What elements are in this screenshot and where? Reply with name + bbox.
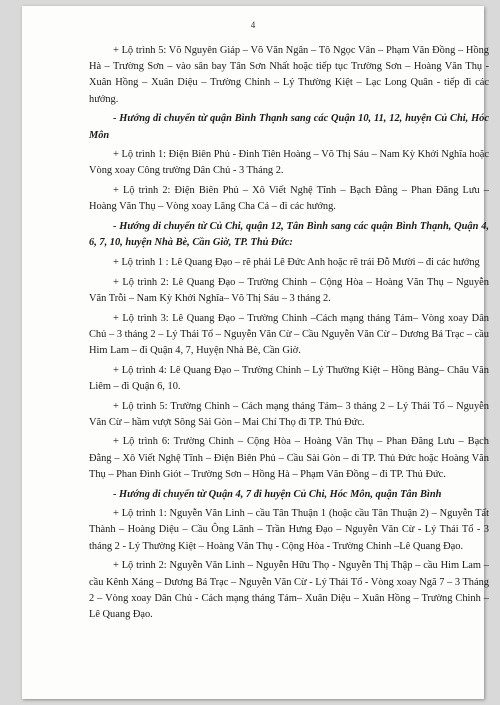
route-paragraph: + Lộ trình 2: Điện Biên Phủ – Xô Viết Nghệ Tĩnh – Bạch Đằng – Phan Đăng Lưu – Hoàng Văn Thụ – Vòng xoay Lăng Cha Cả – đi các hướng. bbox=[89, 185, 489, 213]
section-heading: - Hướng di chuyển từ Quận 4, 7 đi huyện Củ Chi, Hóc Môn, quận Tân Bình bbox=[113, 488, 442, 500]
route-paragraph: + Lộ trình 5: Trường Chinh – Cách mạng tháng Tám– 3 tháng 2 – Lý Thái Tổ – Nguyễn Văn Cừ – hầm vượt Sông Sài Gòn – Mai Chí Thọ đi TP. Thủ Đức. bbox=[89, 400, 489, 428]
route-paragraph: + Lộ trình 4: Lê Quang Đạo – Trường Chinh – Lý Thường Kiệt – Hồng Bàng– Châu Văn Liêm – đi Quận 6, 10. bbox=[89, 364, 489, 392]
section-heading: - Hướng di chuyển từ quận Bình Thạnh sang các Quận 10, 11, 12, huyện Củ Chi, Hóc Môn bbox=[89, 113, 489, 141]
page-number: 4 bbox=[250, 20, 256, 30]
route-paragraph: + Lộ trình 5: Võ Nguyên Giáp – Võ Văn Ngân – Tô Ngọc Vân – Phạm Văn Đồng – Hồng Hà – Trường Sơn – vào sân bay Tân Sơn Nhất hoặc tiếp tục Trường Sơn – Hoàng Văn Thụ - Xuân Hồng – Xuân Diệu – Trường Chinh – Lý Thường Kiệt – Lạc Long Quân - tiếp đi các hướng. bbox=[89, 45, 489, 105]
section-heading: - Hướng di chuyển từ Củ Chi, quận 12, Tân Bình sang các quận Bình Thạnh, Quận 4, 6, 7, 10, huyện Nhà Bè, Cần Giờ, TP. Thủ Đức: bbox=[89, 221, 489, 249]
route-paragraph: + Lộ trình 2: Lê Quang Đạo – Trường Chinh – Cộng Hòa – Hoàng Văn Thụ – Nguyễn Văn Trỗi – Nam Kỳ Khởi Nghĩa– Võ Thị Sáu – 3 tháng 2. bbox=[89, 276, 489, 304]
route-paragraph: + Lộ trình 2: Nguyễn Văn Linh – Nguyễn Hữu Thọ - Nguyễn Thị Thập – cầu Him Lam – cầu Kênh Xáng – Dương Bá Trạc – Nguyễn Văn Cừ - Lý Thái Tổ - Vòng xoay Ngã 7 – 3 Tháng 2 – Vòng xoay Dân Chủ - Cách mạng tháng Tám– Xuân Diệu – Xuân Hồng – Trường Chinh –Lê Quang Đạo. bbox=[89, 560, 489, 620]
route-paragraph: + Lộ trình 6: Trường Chinh – Cộng Hòa – Hoàng Văn Thụ – Phan Đăng Lưu – Bạch Đằng – Xô Viết Nghệ Tĩnh – Điện Biên Phủ – Cầu Sài Gòn – đi TP. Thủ Đức hoặc Hoàng Văn Thụ – Phan Đình Giót – Trường Sơn – Hồng Hà – Phạm Văn Đồng – đi TP. Thủ Đức. bbox=[89, 436, 489, 480]
route-paragraph: + Lộ trình 1: Nguyễn Văn Linh – cầu Tân Thuận 1 (hoặc cầu Tân Thuận 2) – Nguyễn Tất Thành – Hoàng Diệu – Cầu Ông Lãnh – Trần Hưng Đạo – Nguyễn Văn Cừ - Lý Thái Tổ - 3 tháng 2 - Lý Thường Kiệt – Hoàng Văn Thụ - Cộng Hòa - Trường Chinh –Lê Quang Đạo. bbox=[89, 508, 489, 552]
route-paragraph: + Lộ trình 1: Điện Biên Phủ - Đinh Tiên Hoàng – Võ Thị Sáu – Nam Kỳ Khởi Nghĩa hoặc Vòng xoay Công trường Dân Chủ - 3 Tháng 2. bbox=[89, 149, 489, 177]
document-page bbox=[22, 6, 489, 699]
body-text bbox=[89, 43, 489, 627]
route-paragraph: + Lộ trình 1 : Lê Quang Đạo – rẽ phải Lê Đức Anh hoặc rẽ trái Đỗ Mười – đi các hướng bbox=[113, 256, 480, 268]
route-paragraph: + Lộ trình 3: Lê Quang Đạo – Trường Chinh –Cách mạng tháng Tám– Vòng xoay Dân Chủ – 3 tháng 2 – Lý Thái Tổ – Nguyễn Văn Cừ – Cầu Nguyễn Văn Cừ – Dương Bá Trạc – cầu Him Lam – đi Quận 4, 7, Huyện Nhà Bè, Cần Giờ. bbox=[89, 312, 489, 356]
